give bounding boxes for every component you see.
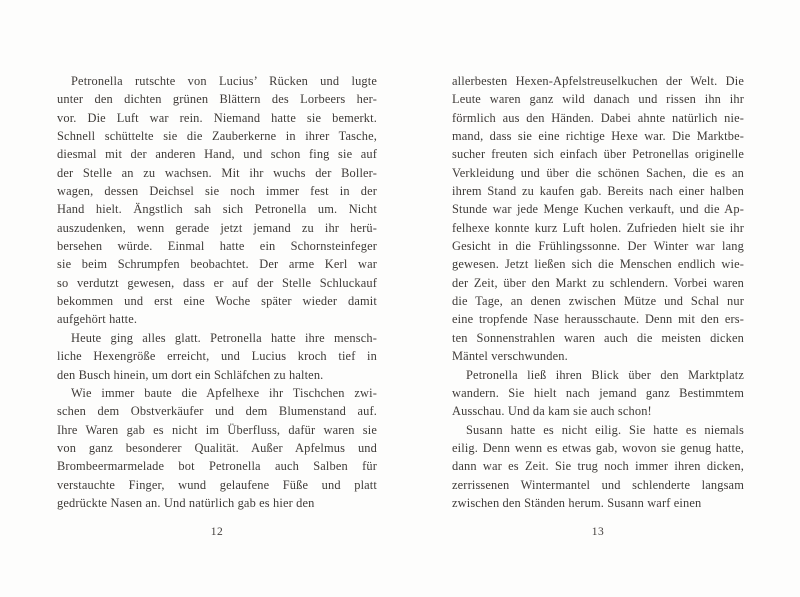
text-line-content: der Zeit, über den Markt zu schlendern. Vorbei waren [452,275,744,290]
text-line-content: Verkleidung und über die schönen Sachen, die es an [452,165,744,180]
text-line [452,200,744,218]
text-line [452,237,744,255]
text-line [452,72,744,90]
text-line [57,457,377,475]
text-line-content: unter den dichten grünen Blättern des Lorbeers her- [57,92,377,107]
text-line-content: der Stelle an zu wachsen. Mit ihr wuchs der Boller- [57,165,377,180]
text-line-content: die Tage, an denen zwischen Mütze und Schal nur [452,294,744,309]
text-line-content: aufgehört hatte. [57,312,138,327]
text-line-content: dann war es Zeit. Sie trug noch immer ihren dicken, [452,459,744,474]
text-line-content: ten Sonnenstrahlen waren auch die meisten dicken [452,330,744,345]
text-line-content: allerbesten Hexen-Apfelstreuselkuchen der Welt. Die [452,74,744,88]
text-line [452,457,744,475]
text-line [57,164,377,182]
text-line [57,384,377,402]
text-line-content: verstauchte Finger, wund gelaufene Füße und platt [57,477,377,492]
page-left-text [57,72,377,512]
text-line [57,494,377,512]
text-line [57,310,377,328]
text-line [57,90,377,108]
text-line-content: sie beim Schrumpfen beobachtet. Der arme Kerl war [57,257,377,272]
text-line [452,421,744,439]
text-line [57,182,377,200]
text-line [452,274,744,292]
text-line-content: schen dem Obstverkäufer und dem Blumenstand auf. [57,404,377,419]
text-line [57,200,377,218]
text-line [57,274,377,292]
text-line-content: Brombeermarmelade bot Petronella auch Salben für [57,459,377,474]
text-line [452,384,744,402]
text-line-content: Wie immer baute die Apfelhexe ihr Tischchen zwi- [71,385,377,400]
text-line-content: Schnell schüttelte sie die Zauberkerne in ihrer Tasche, [57,129,377,144]
text-line-content: diesmal mit der anderen Hand, und schon fing sie auf [57,147,377,162]
text-line-content: mand, dass sie eine richtige Hexe war. Die Marktbe- [452,129,744,144]
text-line [57,329,377,347]
text-line [452,347,744,365]
text-line-content: den Busch hinein, um dort ein Schläfchen zu halten. [57,367,324,382]
text-line-content: auszudenken, wenn gerade jetzt jemand zu ihr herü- [57,220,377,235]
text-line [452,402,744,420]
text-line-content: Hand hielt. Ängstlich sah sich Petronella um. Nicht [57,202,377,217]
text-line [57,347,377,365]
text-line [452,109,744,127]
text-line-content: wagen, dessen Deichsel sie noch immer fest in der [57,184,377,199]
text-line [452,292,744,310]
text-line [57,366,377,384]
text-line [452,439,744,457]
text-line-content: sucher freuten sich einfach über Petronellas originelle [452,147,744,162]
text-line-content: Ausschau. Und da kam sie auch schon! [452,404,652,419]
text-line-content: von ganz besonderer Qualität. Außer Apfelmus und [57,440,377,455]
text-line [57,237,377,255]
text-line-content: Susann hatte es nicht eilig. Sie hatte es niemals [466,422,744,437]
text-line [57,476,377,494]
text-line-content: ihrem Stand zu kaufen gab. Bereits nach einer halben [452,184,744,199]
text-line [57,402,377,420]
text-line [452,127,744,145]
text-line-content: eine tropfende Nase herausschaute. Denn mit den ers- [452,312,744,327]
text-line [452,90,744,108]
text-line-content: gedrückte Nasen an. Und natürlich gab es hier den [57,495,315,510]
text-line-content: Leute waren ganz wild danach und rissen ihn ihr [452,92,744,107]
text-line [452,366,744,384]
text-line [452,145,744,163]
text-line-content: eilig. Denn wenn es etwas gab, wovon sie genug hatte, [452,440,744,455]
text-line [57,127,377,145]
text-line [57,72,377,90]
text-line [452,164,744,182]
text-line-content: Stunde war jede Menge Kuchen verkauft, und die Ap- [452,202,744,217]
text-line-content: Petronella ließ ihren Blick über den Marktplatz [466,367,744,382]
text-line [57,439,377,457]
text-line [452,329,744,347]
text-line-content: Petronella rutschte von Lucius’ Rücken und lugte [71,74,377,88]
text-line [57,292,377,310]
text-line [452,255,744,273]
text-line-content: förmlich aus den Händen. Dabei ahnte natürlich nie- [452,110,744,125]
page-right-text [452,72,744,512]
text-line [57,109,377,127]
text-line [452,182,744,200]
text-line-content: so verdutzt gewesen, dass er auf der Stelle Schluckauf [57,275,377,290]
text-line [57,421,377,439]
text-line-content: vor. Die Luft war rein. Niemand hatte sie bemerkt. [57,110,377,125]
text-line [452,494,744,512]
text-line-content: zerrissenen Wintermantel und schlenderte langsam [452,477,744,492]
text-line-content: Mäntel verschwunden. [452,349,568,364]
page-right-number: 13 [591,526,605,538]
text-line [452,219,744,237]
text-line-content: Ihre Waren gab es nicht im Überfluss, dafür waren sie [57,422,377,437]
page-left-number: 12 [210,526,224,538]
text-line [57,145,377,163]
text-line-content: Gesicht in die Frühlingssonne. Der Winter war lang [452,239,744,254]
text-line [452,476,744,494]
text-line-content: bersehen würde. Einmal hatte ein Schornsteinfeger [57,239,377,254]
text-line-content: wandern. Sie hielt nach jemand ganz Bestimmtem [452,385,744,400]
text-line-content: Heute ging alles glatt. Petronella hatte ihre mensch- [71,330,377,345]
text-line-content: zwischen den Ständen herum. Susann warf einen [452,495,702,510]
text-line [57,219,377,237]
text-line-content: gewesen. Jetzt ließen sich die Menschen endlich wie- [452,257,744,272]
text-line-content: bekommen und erst eine Woche später wieder damit [57,294,377,309]
text-line [57,255,377,273]
text-line-content: liche Hexengröße erreicht, und Lucius kroch tief in [57,349,377,364]
text-line [452,310,744,328]
text-line-content: felhexe konnte kurz Luft holen. Zufrieden hielt sie ihr [452,220,744,235]
